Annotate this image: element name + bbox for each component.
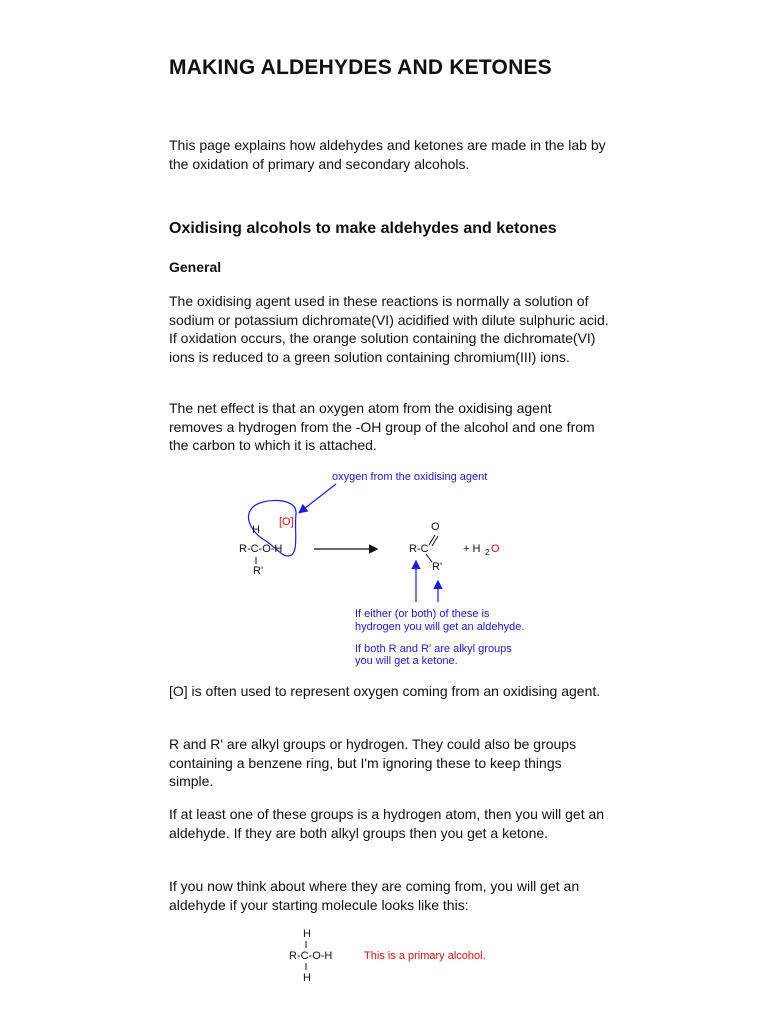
reactant-hydrogen: H xyxy=(252,524,260,536)
reactant-formula: R-C-O-H xyxy=(239,543,283,555)
intro-paragraph: This page explains how aldehydes and ketones are made in the lab by the oxidation of primary and secondary alcohols. xyxy=(169,137,606,172)
water-oxygen: O xyxy=(491,543,500,555)
note-aldehyde-line2: hydrogen you will get an aldehyde. xyxy=(355,621,525,633)
alcohol-top-hydrogen: H xyxy=(303,928,311,940)
paragraph-net-effect: The net effect is that an oxygen atom from the oxidising agent removes a hydrogen from the -OH group of the alcohol and one from the carbon to which it is attached. xyxy=(169,400,595,453)
paragraph-o-notation: [O] is often used to represent oxygen coming from an oxidising agent. xyxy=(169,683,601,699)
paragraph-r-groups: R and R' are alkyl groups or hydrogen. They could also be groups containing a benzene ring, but I'm ignoring these to keep things simple. xyxy=(169,736,577,789)
reactant-r-prime: R' xyxy=(253,565,264,577)
note-aldehyde-line1: If either (or both) of these is xyxy=(355,608,490,620)
note-ketone-line2: you will get a ketone. xyxy=(355,655,458,667)
product-formula: R-C xyxy=(409,543,429,555)
page-title: MAKING ALDEHYDES AND KETONES xyxy=(169,56,552,79)
note-ketone-line1: If both R and R' are alkyl groups xyxy=(355,643,512,655)
primary-alcohol-label: This is a primary alcohol. xyxy=(364,950,486,962)
plus-water: + H xyxy=(463,543,481,555)
paragraph-starting-molecule: If you now think about where they are coming from, you will get an aldehyde if your starting molecule looks like this: xyxy=(169,878,580,913)
oxidant-symbol: [O] xyxy=(279,516,294,528)
product-oxygen: O xyxy=(431,521,440,533)
water-subscript: 2 xyxy=(485,548,490,557)
section-heading: Oxidising alcohols to make aldehydes and ketones xyxy=(169,220,557,237)
paragraph-aldehyde-ketone: If at least one of these groups is a hydrogen atom, then you will get an aldehyde. If they are both alkyl groups then you get a ketone. xyxy=(169,806,605,841)
alcohol-formula: R-C-O-H xyxy=(289,950,333,962)
subheading-general: General xyxy=(169,259,222,275)
product-r-prime: R' xyxy=(432,561,443,573)
paragraph-oxidising-agent: The oxidising agent used in these reactions is normally a solution of sodium or potassium dichromate(VI) acidified with dilute sulphuric acid. If oxidation occurs, the orange solution containing the dichromate(VI) ions is reduced to a green solution containing chromium(III) ions. xyxy=(169,293,609,365)
annotation-oxygen-source: oxygen from the oxidising agent xyxy=(332,471,488,483)
alcohol-bottom-hydrogen: H xyxy=(303,972,311,984)
